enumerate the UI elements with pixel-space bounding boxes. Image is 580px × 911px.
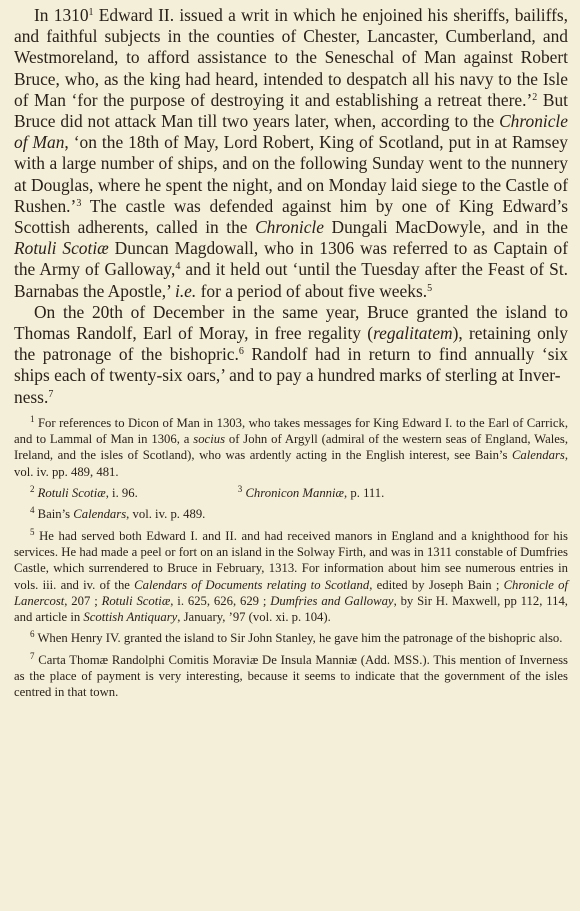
footnote-4 xyxy=(14,506,568,522)
text-run: of John of Argyll (admiral of the western seas of England, Wales, Ireland, and the isles of Scotland), who was ardently acting in the English interest, see Bain’s xyxy=(14,432,568,463)
text-run: ness. xyxy=(14,386,49,407)
footnote-1 xyxy=(14,415,568,480)
italic-title: Chronicle of Man xyxy=(14,111,568,153)
paragraph-1 xyxy=(14,5,568,302)
text-run: Duncan Magdowall, who in 1306 was referred to as Captain of the Army of Galloway, xyxy=(14,238,568,280)
text-run: , 207 ; xyxy=(64,593,102,608)
text-run: , vol. iv. p. 489. xyxy=(126,507,206,522)
text-run: , i. 96. xyxy=(105,486,138,501)
footnote-6 xyxy=(14,630,568,646)
footnote-ref-5[interactable]: 5 xyxy=(427,282,433,294)
italic-term: socius xyxy=(193,432,225,447)
paragraph-2 xyxy=(14,302,568,408)
footnote-3 xyxy=(238,485,385,501)
text-run: , p. 111. xyxy=(344,486,385,501)
text-run: Bain’s xyxy=(34,507,74,522)
text-run: for a period of about five weeks. xyxy=(196,280,428,301)
text-run: Randolf had in return to find annually ‘six ships each of twenty-six oars,’ and to pay a hundred marks of sterling at Inver- xyxy=(14,344,568,386)
footnote-5 xyxy=(14,528,568,626)
italic-title: Rotuli Scotiæ xyxy=(101,593,171,608)
footnote-ref-2[interactable]: 2 xyxy=(532,91,538,103)
footnote-mark: 2 xyxy=(30,484,35,495)
text-run: The castle was defended against him by one of King Edward’s Scottish adherents, called in the xyxy=(14,195,568,238)
italic-abbrev: i.e. xyxy=(174,280,197,301)
italic-title: Chronicle xyxy=(255,217,324,238)
footnote-2 xyxy=(30,485,138,501)
text-run: For references to Dicon of Man in 1303, who takes messages for King Edward I. to the Earl of Carrick, and to Lammal of Man in 1306, a xyxy=(14,415,568,447)
footnote-ref-1[interactable]: 1 xyxy=(88,7,94,18)
footnotes xyxy=(14,415,568,701)
italic-title: Chronicle of Lanercost xyxy=(14,577,568,608)
italic-term: regalitatem xyxy=(373,323,453,344)
italic-title: Rotuli Scotiæ xyxy=(14,238,109,259)
italic-title: Chronicon Manniæ xyxy=(245,486,345,501)
footnote-ref-4[interactable]: 4 xyxy=(175,261,181,273)
text-run: He had served both Edward I. and II. and had received manors in England and a knighthood for his services. He had made a peel or fort on an island in the Solway Firth, and was in 1311 constable of Dumfries Castle, which surrendered to Bruce in February, 1313. For information about him see numerous entries in vols. iii. and iv. of the xyxy=(14,528,568,592)
text-run: , vol. iv. pp. 489, 481. xyxy=(14,448,568,479)
footnote-mark: 6 xyxy=(30,629,35,640)
text-run: When Henry IV. granted the island to Sir John Stanley, he gave him the patronage of the bishopric also. xyxy=(34,631,563,646)
text-run: ), retaining only the patronage of the bishopric. xyxy=(14,323,569,365)
footnote-row-2-3 xyxy=(14,485,568,501)
text-run: Edward II. issued a writ in which he enjoined his sheriffs, bailiffs, and faithful subjects in the counties of Chester, Lancaster, Cumberland, and Westmoreland, to afford assistance to the Seneschal of Man against Robert Bruce, who, as the king had heard, intended to despatch all his navy to the Isle of Man ‘for the purpose of destroying it and establishing a retreat there.’ xyxy=(14,5,568,110)
text-run: , ‘on the 18th of May, Lord Robert, King of Scotland, put in at Ramsey with a large number of ships, and on the following Sunday went to the nunnery at Douglas, where he spent the night, and on Monday laid siege to the Castle of Rushen.’ xyxy=(14,132,568,216)
text-run: Carta Thomæ Randolphi Comitis Moraviæ De Insula Manniæ (Add. MSS.). This mention of Inverness as the place of payment is very interesting, because it seems to indicate that the government of the isles centred in that town. xyxy=(14,652,568,700)
text-run: On the 20th of December in the same year, Bruce granted the island to Thomas Randolf, Earl of Moray, in free regality ( xyxy=(14,301,568,344)
italic-title: Scottish Antiquary xyxy=(83,610,178,625)
footnote-mark: 1 xyxy=(30,413,35,424)
italic-title: Dumfries and Galloway xyxy=(270,593,394,608)
main-text xyxy=(14,5,568,408)
italic-title: Calendars of Documents relating to Scotland xyxy=(134,577,370,592)
footnote-mark: 4 xyxy=(30,505,35,516)
footnote-ref-7[interactable]: 7 xyxy=(48,388,54,400)
italic-title: Calendars xyxy=(511,448,565,463)
footnote-ref-6[interactable]: 6 xyxy=(238,346,244,358)
text-run: , January, ’97 (vol. xi. p. 104). xyxy=(177,610,331,625)
text-run: , edited by Joseph Bain ; xyxy=(369,577,504,592)
italic-title: Rotuli Scotiæ xyxy=(37,486,106,501)
text-run: In 1310 xyxy=(34,5,89,25)
footnote-mark: 7 xyxy=(30,650,35,661)
text-run: , i. 625, 626, 629 ; xyxy=(170,593,271,608)
text-run: , by Sir H. Maxwell, pp 112, 114, and article in xyxy=(14,593,568,625)
footnote-ref-3[interactable]: 3 xyxy=(76,197,82,209)
footnote-mark: 3 xyxy=(237,484,243,495)
text-run: Dungali MacDowyle, and in the xyxy=(324,217,568,238)
footnote-mark: 5 xyxy=(30,526,35,537)
text-run: and it held out ‘until the Tuesday after the Feast of St. Barnabas the Apostle,’ xyxy=(14,259,568,301)
footnote-7 xyxy=(14,652,568,701)
italic-title: Calendars xyxy=(73,507,127,522)
text-run: But Bruce did not attack Man till two years later, when, according to the xyxy=(14,89,568,132)
